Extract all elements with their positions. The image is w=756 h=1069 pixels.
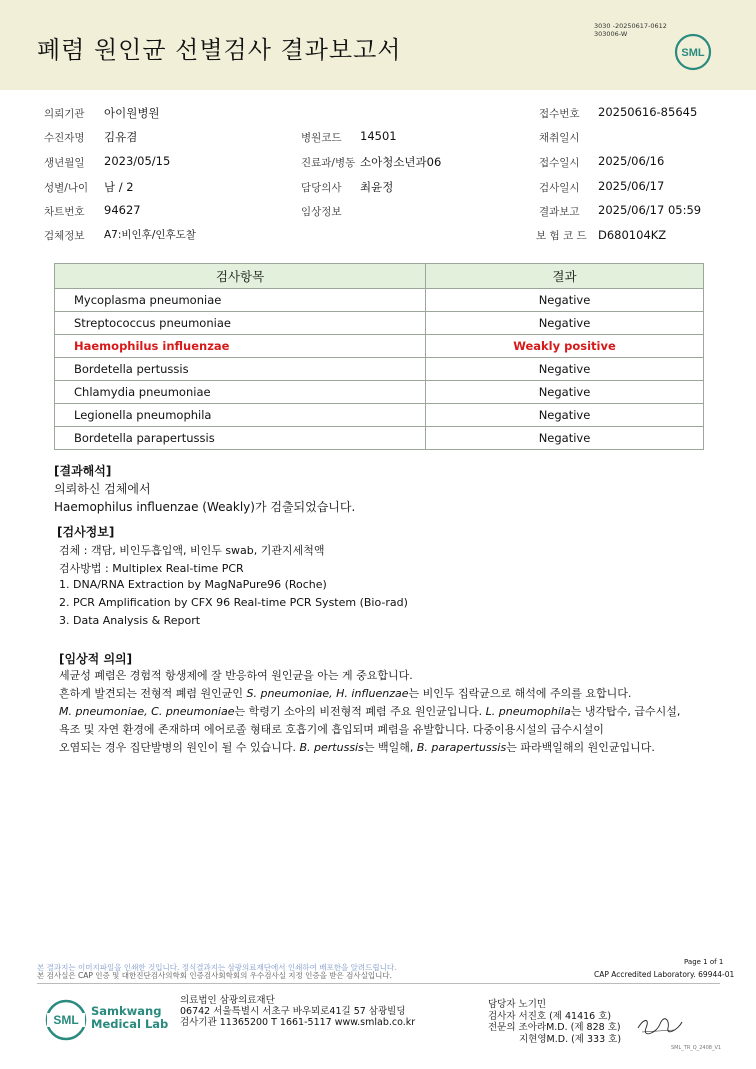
clinical-text: 는 학령기 소아의 비전형적 폐렴 주요 원인균입니다. — [234, 705, 486, 718]
results-table — [54, 263, 704, 450]
lab-contact: 검사기관 11365200 T 1661-5117 www.smlab.co.kr — [180, 1017, 416, 1028]
test-date-label: 검사일시 — [539, 182, 580, 194]
test-result: Negative — [426, 427, 704, 450]
clinical-line2 — [59, 685, 631, 701]
collection-date-label: 채취일시 — [539, 132, 580, 144]
institution-label: 의뢰기관 — [44, 108, 85, 120]
report-title: 폐렴 원인균 선별검사 결과보고서 — [37, 36, 402, 64]
doctor-value: 최윤정 — [360, 180, 394, 194]
institution-value: 아이원병원 — [104, 106, 160, 120]
test-item: Bordetella pertussis — [55, 358, 426, 381]
test-result: Negative — [426, 358, 704, 381]
reception-no-value: 20250616-85645 — [598, 105, 698, 119]
table-row — [55, 404, 704, 427]
clinical-organism: B. pertussis — [299, 741, 364, 754]
chart-no-value: 94627 — [104, 203, 141, 217]
clinical-line1: 세균성 폐렴은 경험적 항생제에 잘 반응하여 원인균을 아는 게 중요합니다. — [59, 669, 413, 682]
lab-address — [180, 995, 415, 1028]
test-result: Negative — [426, 381, 704, 404]
form-code: SML_TR_Q_2408_V1 — [671, 1045, 722, 1051]
test-info-method: 검사방법 : Multiplex Real-time PCR — [59, 562, 244, 575]
clinical-text: 오염되는 경우 집단발병의 원인이 될 수 있습니다. — [59, 741, 300, 754]
brand-line2: Medical Lab — [91, 1017, 169, 1031]
test-result: Weakly positive — [426, 335, 704, 358]
header-result: 결과 — [426, 264, 704, 289]
test-item: Legionella pneumophila — [55, 404, 426, 427]
dob-value: 2023/05/15 — [104, 154, 171, 168]
lab-name: 의료법인 삼광의료재단 — [180, 995, 275, 1006]
staff-specialist: 전문의 조아라M.D. (제 828 호) — [488, 1022, 621, 1033]
test-result: Negative — [426, 404, 704, 427]
test-info-step3: 3. Data Analysis & Report — [59, 614, 201, 627]
footer-notice: 본 결과지는 이미지파일을 인쇄한 것입니다. 정식결과지는 삼광의료재단에서 인쇄하여 배포한을 알려드립니다. — [37, 963, 397, 972]
test-info-step2: 2. PCR Amplification by CFX 96 Real-time PCR System (Bio-rad) — [59, 596, 408, 609]
test-item: Streptococcus pneumoniae — [55, 312, 426, 335]
report-date-value: 2025/06/17 05:59 — [598, 203, 702, 217]
lab-street: 06742 서울특별시 서초구 바우뫼로41길 57 삼광빌딩 — [180, 1006, 406, 1017]
hospital-code-value: 14501 — [360, 129, 397, 143]
clinical-organism: B. parapertussis — [416, 741, 507, 754]
table-row — [55, 289, 704, 312]
sex-age-label: 성별/나이 — [44, 182, 89, 194]
interpretation-line2: Haemophilus influenzae (Weakly)가 검출되었습니다. — [54, 500, 356, 514]
test-item: Chlamydia pneumoniae — [55, 381, 426, 404]
test-info-step1: 1. DNA/RNA Extraction by MagNaPure96 (Roche) — [59, 578, 327, 591]
reception-date-label: 접수일시 — [539, 157, 580, 169]
sml-logo-icon — [674, 33, 712, 71]
department-value: 소아청소년과06 — [360, 155, 442, 169]
svg-text:SML: SML — [681, 47, 705, 59]
test-item: Bordetella parapertussis — [55, 427, 426, 450]
clinical-text: 는 비인두 집락균으로 해석에 주의를 요합니다. — [408, 687, 632, 700]
clinical-line4: 욕조 및 자연 환경에 존재하며 에어로졸 형태로 호흡기에 흡입되며 폐렴을 유발합니다. 다중이용시설의 급수시설이 — [59, 723, 604, 736]
hospital-code-label: 병원코드 — [301, 132, 342, 144]
test-item: Mycoplasma pneumoniae — [55, 289, 426, 312]
table-row — [55, 427, 704, 450]
test-result: Negative — [426, 312, 704, 335]
patient-label: 수진자명 — [44, 132, 85, 144]
brand-line1: Samkwang — [91, 1004, 162, 1018]
signature-icon — [634, 1014, 684, 1038]
specimen-label: 검체정보 — [44, 230, 85, 242]
clinical-line5 — [59, 739, 655, 755]
table-row — [55, 312, 704, 335]
reception-date-value: 2025/06/16 — [598, 154, 665, 168]
footer-certification: 본 검사실은 CAP 인증 및 대한진단검사의학회 인증검사회학회의 우수검사실 지정 인증을 받은 검사실입니다. — [37, 971, 393, 980]
table-row — [55, 381, 704, 404]
sex-age-value: 남 / 2 — [104, 180, 134, 194]
clinical-info-label: 임상정보 — [301, 206, 342, 218]
reception-no-label: 접수번호 — [539, 108, 580, 120]
table-row — [55, 358, 704, 381]
test-result: Negative — [426, 289, 704, 312]
clinical-line3 — [59, 703, 680, 719]
clinical-text: 는 백일해, — [363, 741, 417, 754]
staff-list — [488, 999, 621, 1045]
staff-tester: 검사자 서진호 (제 41416 호) — [488, 1010, 612, 1022]
test-info-title: [검사정보] — [57, 525, 115, 539]
clinical-organism: S. pneumoniae, H. influenzae — [246, 687, 409, 700]
footer-divider — [37, 983, 720, 984]
patient-value: 김유겸 — [104, 130, 138, 144]
doctor-label: 담당의사 — [301, 182, 342, 194]
clinical-organism: M. pneumoniae, C. pneumoniae — [59, 705, 235, 718]
report-code-line2: 303006-W — [594, 30, 628, 38]
report-header — [0, 0, 756, 90]
report-code — [594, 22, 667, 38]
header-test-item: 검사항목 — [55, 264, 426, 289]
sml-brand-icon — [44, 998, 88, 1042]
insurance-code-label: 보 험 코 드 — [536, 230, 587, 242]
cap-accreditation: CAP Accredited Laboratory. 69944-01 — [594, 970, 735, 979]
clinical-text: 는 냉각탑수, 급수시설, — [570, 705, 681, 718]
dob-label: 생년월일 — [44, 157, 85, 169]
table-row-positive — [55, 335, 704, 358]
department-label: 진료과/병동 — [301, 157, 356, 169]
interpretation-title: [결과해석] — [54, 464, 112, 478]
clinical-organism: L. pneumophila — [485, 705, 571, 718]
report-code-line1: 3030 -20250617-0612 — [594, 22, 667, 30]
clinical-title: [임상적 의의] — [59, 652, 133, 666]
page-number: Page 1 of 1 — [684, 958, 724, 966]
insurance-code-value: D680104KZ — [598, 228, 667, 242]
specimen-value: A7:비인후/인후도찰 — [104, 229, 196, 241]
brand-name — [91, 1005, 168, 1031]
clinical-text: 흔하게 발견되는 전형적 폐렴 원인균인 — [59, 687, 247, 700]
svg-text:SML: SML — [53, 1013, 79, 1027]
test-item: Haemophilus influenzae — [55, 335, 426, 358]
results-header-row — [55, 264, 704, 289]
test-info-specimen: 검체 : 객담, 비인두흡입액, 비인두 swab, 기관지세척액 — [59, 544, 325, 557]
staff-specialist2: 지현영M.D. (제 333 호) — [519, 1033, 622, 1045]
report-date-label: 결과보고 — [539, 206, 580, 218]
interpretation-line1: 의뢰하신 검체에서 — [54, 482, 151, 496]
test-date-value: 2025/06/17 — [598, 179, 665, 193]
chart-no-label: 차트번호 — [44, 206, 85, 218]
clinical-text: 는 파라백일해의 원인균입니다. — [506, 741, 655, 754]
staff-manager: 담당자 노기민 — [488, 999, 547, 1010]
